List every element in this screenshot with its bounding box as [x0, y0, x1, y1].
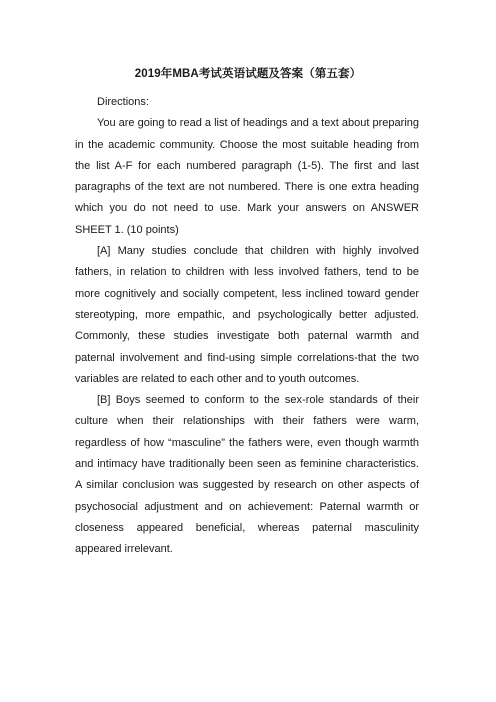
document-title: 2019年MBA考试英语试题及答案（第五套） [134, 68, 362, 80]
paragraph-b: [B] Boys seemed to conform to the sex-role standards of their culture when their relationships with their fathers were warm, regardless of how “masculine” the fathers were, even though warmth and intimacy have traditionally been seen as feminine characteristics. A similar conclusion was suggested by research on other aspects of psychosocial adjustment and on achievement: Paternal warmth or closeness appeared beneficial, whereas paternal masculinity appeared irrelevant. [75, 394, 419, 556]
directions-heading: Directions: [97, 96, 149, 108]
paragraph-a: [A] Many studies conclude that children with highly involved fathers, in relation to children with less involved fathers, tend to be more cognitively and socially competent, less inclined toward gender stereotyping, more empathic, and psychologically better adjusted. Commonly, these studies investigate both paternal warmth and paternal involvement and find-using simple correlations-that the two variables are related to each other and to youth outcomes. [75, 245, 419, 385]
instructions-paragraph: You are going to read a list of headings and a text about preparing in the academic community. Choose the most suitable heading from the list A-F for each numbered paragraph (1-5). The first and last paragraphs of the text are not numbered. There is one extra heading which you do not need to use. Mark your answers on ANSWER SHEET 1. (10 points) [75, 117, 419, 236]
document-body [75, 92, 419, 561]
